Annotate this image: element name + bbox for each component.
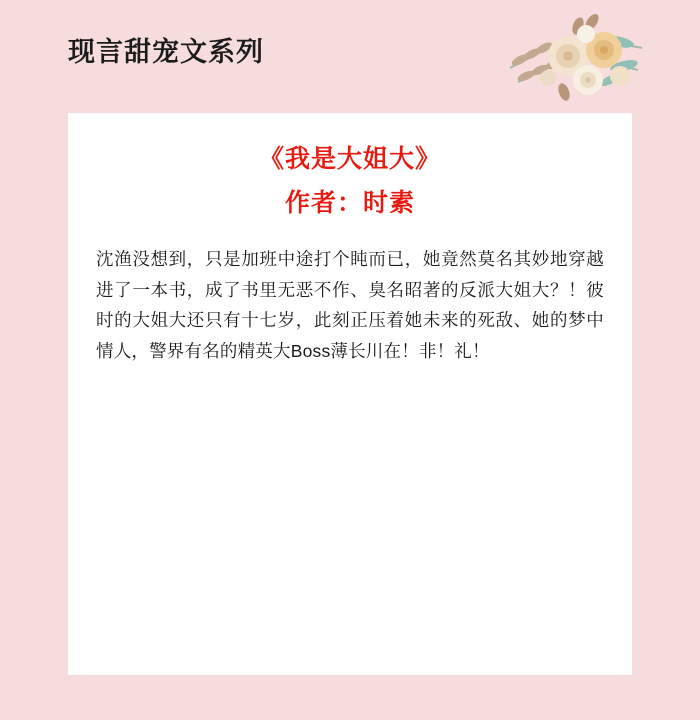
floral-bouquet-icon [492, 8, 652, 108]
content-card [68, 113, 632, 675]
book-summary: 沈渔没想到，只是加班中途打个盹而已，她竟然莫名其妙地穿越进了一本书，成了书里无恶不作、臭名昭著的反派大姐大？！彼时的大姐大还只有十七岁，此刻正压着她未来的死敌、她的梦中情人，警界有名的精英大Boss薄长川在！非！礼！ [96, 249, 604, 361]
page-title: 现言甜宠文系列 [68, 37, 264, 67]
book-title: 《我是大姐大》 [258, 145, 441, 173]
book-author: 作者：时素 [284, 188, 415, 217]
